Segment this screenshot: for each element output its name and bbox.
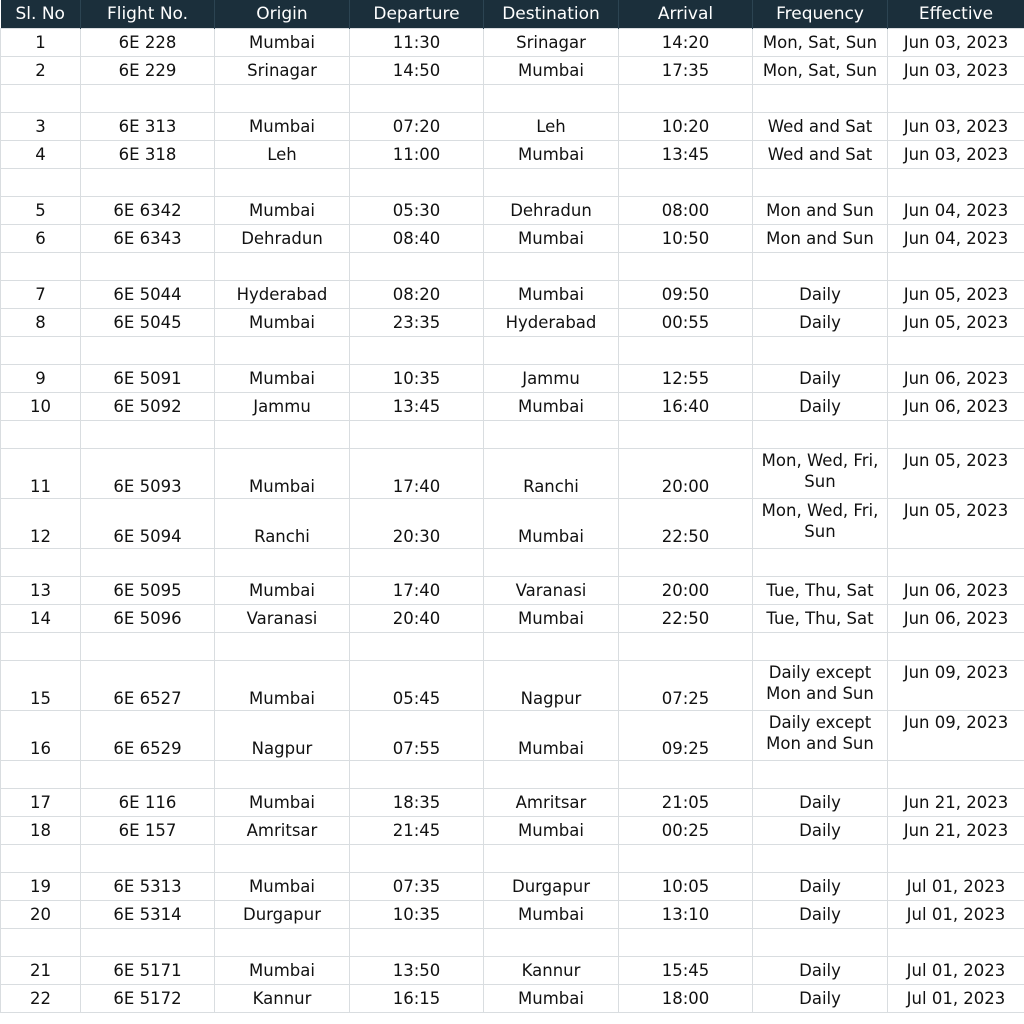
table-cell: 13:45 xyxy=(350,393,484,421)
table-cell: 10:35 xyxy=(350,901,484,929)
table-cell: Dehradun xyxy=(484,197,619,225)
table-cell: 8 xyxy=(1,309,81,337)
empty-cell xyxy=(81,633,215,661)
empty-cell xyxy=(888,169,1024,197)
column-header: Destination xyxy=(484,0,619,29)
spacer-row xyxy=(1,421,1024,449)
table-cell: Mumbai xyxy=(215,577,350,605)
table-cell: 10:35 xyxy=(350,365,484,393)
header-row xyxy=(1,0,1024,29)
table-cell: Amritsar xyxy=(484,789,619,817)
table-cell: 09:25 xyxy=(619,711,753,761)
table-cell: Daily xyxy=(753,393,888,421)
empty-cell xyxy=(215,761,350,789)
empty-cell xyxy=(215,929,350,957)
table-cell: Kannur xyxy=(215,985,350,1013)
table-body xyxy=(1,29,1024,1013)
table-cell: 20:30 xyxy=(350,499,484,549)
table-cell: 05:45 xyxy=(350,661,484,711)
empty-cell xyxy=(619,421,753,449)
table-cell: 6E 6529 xyxy=(81,711,215,761)
empty-cell xyxy=(1,253,81,281)
table-cell: 08:40 xyxy=(350,225,484,253)
column-header: Frequency xyxy=(753,0,888,29)
table-cell: Mon, Sat, Sun xyxy=(753,57,888,85)
table-cell: 6E 5093 xyxy=(81,449,215,499)
table-cell: 6E 229 xyxy=(81,57,215,85)
table-cell: Mumbai xyxy=(215,449,350,499)
empty-cell xyxy=(484,337,619,365)
spacer-row xyxy=(1,169,1024,197)
table-cell: 12 xyxy=(1,499,81,549)
table-cell: Mumbai xyxy=(215,113,350,141)
table-cell: Jun 03, 2023 xyxy=(888,113,1024,141)
table-cell: Jun 05, 2023 xyxy=(888,281,1024,309)
spacer-row xyxy=(1,337,1024,365)
empty-cell xyxy=(619,929,753,957)
table-row xyxy=(1,281,1024,309)
table-cell: Nagpur xyxy=(215,711,350,761)
table-row xyxy=(1,393,1024,421)
empty-cell xyxy=(888,761,1024,789)
empty-cell xyxy=(888,253,1024,281)
table-cell: 6E 5313 xyxy=(81,873,215,901)
table-cell: Durgapur xyxy=(215,901,350,929)
table-cell: 11 xyxy=(1,449,81,499)
table-cell: 15 xyxy=(1,661,81,711)
empty-cell xyxy=(81,549,215,577)
table-cell: Tue, Thu, Sat xyxy=(753,577,888,605)
table-cell: 3 xyxy=(1,113,81,141)
table-cell: Mumbai xyxy=(215,789,350,817)
table-cell: Mumbai xyxy=(215,309,350,337)
table-cell: Jul 01, 2023 xyxy=(888,901,1024,929)
empty-cell xyxy=(81,169,215,197)
table-cell: Mon, Wed, Fri, Sun xyxy=(753,449,888,499)
empty-cell xyxy=(350,253,484,281)
empty-cell xyxy=(619,169,753,197)
table-cell: 10 xyxy=(1,393,81,421)
table-cell: 20:40 xyxy=(350,605,484,633)
empty-cell xyxy=(215,633,350,661)
table-cell: 12:55 xyxy=(619,365,753,393)
empty-cell xyxy=(753,761,888,789)
table-cell: 5 xyxy=(1,197,81,225)
table-cell: 07:20 xyxy=(350,113,484,141)
table-cell: 17:40 xyxy=(350,449,484,499)
table-cell: Durgapur xyxy=(484,873,619,901)
table-cell: 15:45 xyxy=(619,957,753,985)
empty-cell xyxy=(81,85,215,113)
table-cell: Mumbai xyxy=(484,985,619,1013)
table-cell: 6E 5045 xyxy=(81,309,215,337)
table-cell: 6E 5314 xyxy=(81,901,215,929)
empty-cell xyxy=(1,929,81,957)
table-cell: Jun 21, 2023 xyxy=(888,789,1024,817)
table-cell: Jun 03, 2023 xyxy=(888,57,1024,85)
empty-cell xyxy=(619,633,753,661)
table-cell: 21:45 xyxy=(350,817,484,845)
empty-cell xyxy=(350,633,484,661)
table-cell: Jul 01, 2023 xyxy=(888,985,1024,1013)
empty-cell xyxy=(484,169,619,197)
empty-cell xyxy=(81,761,215,789)
table-header xyxy=(1,0,1024,29)
table-row xyxy=(1,957,1024,985)
table-row xyxy=(1,225,1024,253)
table-cell: 6E 157 xyxy=(81,817,215,845)
empty-cell xyxy=(81,421,215,449)
empty-cell xyxy=(81,929,215,957)
table-cell: Mumbai xyxy=(215,661,350,711)
spacer-row xyxy=(1,929,1024,957)
empty-cell xyxy=(350,421,484,449)
table-cell: 10:05 xyxy=(619,873,753,901)
table-cell: 6E 5044 xyxy=(81,281,215,309)
table-cell: Daily xyxy=(753,873,888,901)
empty-cell xyxy=(753,633,888,661)
empty-cell xyxy=(350,929,484,957)
empty-cell xyxy=(350,549,484,577)
column-header: Departure xyxy=(350,0,484,29)
table-cell: 13:10 xyxy=(619,901,753,929)
table-cell: Leh xyxy=(215,141,350,169)
table-cell: Daily xyxy=(753,309,888,337)
table-cell: 22:50 xyxy=(619,605,753,633)
table-cell: Jun 04, 2023 xyxy=(888,225,1024,253)
table-cell: Jun 05, 2023 xyxy=(888,309,1024,337)
table-cell: Amritsar xyxy=(215,817,350,845)
table-cell: Hyderabad xyxy=(215,281,350,309)
table-row xyxy=(1,605,1024,633)
table-cell: Jammu xyxy=(484,365,619,393)
empty-cell xyxy=(619,845,753,873)
table-cell: Mumbai xyxy=(484,225,619,253)
table-row xyxy=(1,985,1024,1013)
table-row xyxy=(1,873,1024,901)
empty-cell xyxy=(484,929,619,957)
table-cell: 14:20 xyxy=(619,29,753,57)
table-cell: 2 xyxy=(1,57,81,85)
column-header: Flight No. xyxy=(81,0,215,29)
column-header: Arrival xyxy=(619,0,753,29)
empty-cell xyxy=(1,633,81,661)
table-cell: 20:00 xyxy=(619,577,753,605)
table-cell: 6E 5172 xyxy=(81,985,215,1013)
table-cell: Mon, Wed, Fri, Sun xyxy=(753,499,888,549)
table-cell: Mumbai xyxy=(215,873,350,901)
table-cell: 6E 5095 xyxy=(81,577,215,605)
table-row xyxy=(1,661,1024,711)
table-cell: 13:50 xyxy=(350,957,484,985)
column-header: Sl. No xyxy=(1,0,81,29)
table-cell: Varanasi xyxy=(484,577,619,605)
table-row xyxy=(1,711,1024,761)
table-cell: 6E 5092 xyxy=(81,393,215,421)
table-cell: Daily xyxy=(753,985,888,1013)
table-cell: 6E 5171 xyxy=(81,957,215,985)
table-cell: Tue, Thu, Sat xyxy=(753,605,888,633)
table-cell: 4 xyxy=(1,141,81,169)
empty-cell xyxy=(753,337,888,365)
table-cell: 6E 6342 xyxy=(81,197,215,225)
table-cell: Mumbai xyxy=(484,393,619,421)
empty-cell xyxy=(484,845,619,873)
empty-cell xyxy=(1,169,81,197)
empty-cell xyxy=(753,253,888,281)
table-cell: Varanasi xyxy=(215,605,350,633)
empty-cell xyxy=(753,421,888,449)
table-cell: Jun 06, 2023 xyxy=(888,577,1024,605)
table-cell: Mumbai xyxy=(484,141,619,169)
table-cell: 18:35 xyxy=(350,789,484,817)
empty-cell xyxy=(1,337,81,365)
empty-cell xyxy=(619,253,753,281)
table-cell: Wed and Sat xyxy=(753,141,888,169)
table-cell: 6E 5091 xyxy=(81,365,215,393)
table-cell: 6 xyxy=(1,225,81,253)
empty-cell xyxy=(1,421,81,449)
table-cell: Jun 21, 2023 xyxy=(888,817,1024,845)
table-cell: Srinagar xyxy=(484,29,619,57)
table-row xyxy=(1,449,1024,499)
table-cell: Jun 06, 2023 xyxy=(888,365,1024,393)
table-cell: Mumbai xyxy=(484,901,619,929)
table-cell: Jun 05, 2023 xyxy=(888,499,1024,549)
table-cell: 6E 6527 xyxy=(81,661,215,711)
table-cell: Daily xyxy=(753,365,888,393)
empty-cell xyxy=(753,929,888,957)
table-cell: Mumbai xyxy=(484,605,619,633)
empty-cell xyxy=(1,549,81,577)
table-row xyxy=(1,901,1024,929)
empty-cell xyxy=(215,549,350,577)
table-cell: Jun 09, 2023 xyxy=(888,661,1024,711)
table-cell: Mon and Sun xyxy=(753,197,888,225)
table-cell: Daily xyxy=(753,281,888,309)
empty-cell xyxy=(484,85,619,113)
table-cell: Mumbai xyxy=(215,365,350,393)
table-cell: Jul 01, 2023 xyxy=(888,873,1024,901)
empty-cell xyxy=(215,85,350,113)
table-cell: 18 xyxy=(1,817,81,845)
empty-cell xyxy=(81,337,215,365)
empty-cell xyxy=(619,761,753,789)
table-cell: 23:35 xyxy=(350,309,484,337)
table-row xyxy=(1,309,1024,337)
empty-cell xyxy=(484,421,619,449)
empty-cell xyxy=(350,845,484,873)
table-cell: 7 xyxy=(1,281,81,309)
table-cell: 11:00 xyxy=(350,141,484,169)
table-cell: Daily xyxy=(753,957,888,985)
table-cell: Mumbai xyxy=(215,957,350,985)
table-cell: Mumbai xyxy=(215,197,350,225)
empty-cell xyxy=(888,421,1024,449)
empty-cell xyxy=(753,85,888,113)
table-cell: 13:45 xyxy=(619,141,753,169)
table-cell: 19 xyxy=(1,873,81,901)
table-cell: Jun 09, 2023 xyxy=(888,711,1024,761)
table-cell: Hyderabad xyxy=(484,309,619,337)
empty-cell xyxy=(350,169,484,197)
table-cell: 6E 6343 xyxy=(81,225,215,253)
column-header: Origin xyxy=(215,0,350,29)
table-cell: 22:50 xyxy=(619,499,753,549)
empty-cell xyxy=(350,85,484,113)
table-row xyxy=(1,141,1024,169)
table-cell: 07:55 xyxy=(350,711,484,761)
empty-cell xyxy=(215,421,350,449)
empty-cell xyxy=(1,761,81,789)
table-cell: 6E 318 xyxy=(81,141,215,169)
table-cell: Dehradun xyxy=(215,225,350,253)
table-cell: 22 xyxy=(1,985,81,1013)
empty-cell xyxy=(81,253,215,281)
table-cell: 21 xyxy=(1,957,81,985)
table-cell: 20 xyxy=(1,901,81,929)
table-cell: Jun 03, 2023 xyxy=(888,29,1024,57)
table-cell: Mumbai xyxy=(484,711,619,761)
table-cell: Nagpur xyxy=(484,661,619,711)
table-cell: Daily xyxy=(753,901,888,929)
table-cell: Jammu xyxy=(215,393,350,421)
table-cell: 1 xyxy=(1,29,81,57)
table-cell: 20:00 xyxy=(619,449,753,499)
spacer-row xyxy=(1,253,1024,281)
empty-cell xyxy=(753,549,888,577)
empty-cell xyxy=(215,169,350,197)
table-cell: 16:15 xyxy=(350,985,484,1013)
table-cell: 00:55 xyxy=(619,309,753,337)
table-cell: Jun 03, 2023 xyxy=(888,141,1024,169)
empty-cell xyxy=(753,169,888,197)
table-cell: 16 xyxy=(1,711,81,761)
table-cell: Mon and Sun xyxy=(753,225,888,253)
table-cell: Ranchi xyxy=(484,449,619,499)
table-cell: 08:00 xyxy=(619,197,753,225)
table-cell: 14 xyxy=(1,605,81,633)
empty-cell xyxy=(215,845,350,873)
table-row xyxy=(1,577,1024,605)
table-cell: 17:40 xyxy=(350,577,484,605)
empty-cell xyxy=(484,761,619,789)
empty-cell xyxy=(215,337,350,365)
table-cell: Jul 01, 2023 xyxy=(888,957,1024,985)
spacer-row xyxy=(1,549,1024,577)
empty-cell xyxy=(619,337,753,365)
table-cell: Daily xyxy=(753,789,888,817)
empty-cell xyxy=(888,929,1024,957)
table-cell: Jun 06, 2023 xyxy=(888,605,1024,633)
table-cell: 08:20 xyxy=(350,281,484,309)
table-row xyxy=(1,789,1024,817)
table-cell: 6E 228 xyxy=(81,29,215,57)
table-cell: 10:50 xyxy=(619,225,753,253)
table-cell: Mon, Sat, Sun xyxy=(753,29,888,57)
table-row xyxy=(1,57,1024,85)
table-cell: 17:35 xyxy=(619,57,753,85)
empty-cell xyxy=(350,761,484,789)
empty-cell xyxy=(484,549,619,577)
table-cell: Daily except Mon and Sun xyxy=(753,711,888,761)
table-cell: 21:05 xyxy=(619,789,753,817)
table-cell: 16:40 xyxy=(619,393,753,421)
table-cell: Mumbai xyxy=(484,499,619,549)
table-cell: Mumbai xyxy=(484,817,619,845)
table-cell: Srinagar xyxy=(215,57,350,85)
empty-cell xyxy=(484,633,619,661)
table-cell: Jun 06, 2023 xyxy=(888,393,1024,421)
table-row xyxy=(1,197,1024,225)
spacer-row xyxy=(1,761,1024,789)
table-row xyxy=(1,817,1024,845)
spacer-row xyxy=(1,85,1024,113)
table-cell: Wed and Sat xyxy=(753,113,888,141)
table-cell: 05:30 xyxy=(350,197,484,225)
table-cell: 6E 313 xyxy=(81,113,215,141)
table-cell: 13 xyxy=(1,577,81,605)
table-cell: 14:50 xyxy=(350,57,484,85)
table-cell: 6E 116 xyxy=(81,789,215,817)
table-row xyxy=(1,499,1024,549)
empty-cell xyxy=(888,337,1024,365)
table-cell: 17 xyxy=(1,789,81,817)
table-cell: 6E 5094 xyxy=(81,499,215,549)
table-cell: Jun 05, 2023 xyxy=(888,449,1024,499)
table-cell: 9 xyxy=(1,365,81,393)
empty-cell xyxy=(484,253,619,281)
empty-cell xyxy=(1,85,81,113)
empty-cell xyxy=(619,85,753,113)
table-cell: Mumbai xyxy=(215,29,350,57)
empty-cell xyxy=(888,845,1024,873)
table-cell: 07:35 xyxy=(350,873,484,901)
empty-cell xyxy=(619,549,753,577)
table-cell: Ranchi xyxy=(215,499,350,549)
table-cell: Jun 04, 2023 xyxy=(888,197,1024,225)
spacer-row xyxy=(1,633,1024,661)
table-cell: 07:25 xyxy=(619,661,753,711)
table-cell: 6E 5096 xyxy=(81,605,215,633)
table-cell: 10:20 xyxy=(619,113,753,141)
table-cell: 11:30 xyxy=(350,29,484,57)
empty-cell xyxy=(753,845,888,873)
column-header: Effective xyxy=(888,0,1024,29)
table-cell: Daily except Mon and Sun xyxy=(753,661,888,711)
table-cell: Mumbai xyxy=(484,57,619,85)
table-row xyxy=(1,365,1024,393)
table-cell: 09:50 xyxy=(619,281,753,309)
table-cell: 00:25 xyxy=(619,817,753,845)
table-cell: Daily xyxy=(753,817,888,845)
empty-cell xyxy=(350,337,484,365)
table-cell: 18:00 xyxy=(619,985,753,1013)
empty-cell xyxy=(888,633,1024,661)
table-row xyxy=(1,113,1024,141)
spacer-row xyxy=(1,845,1024,873)
empty-cell xyxy=(888,549,1024,577)
table-cell: Mumbai xyxy=(484,281,619,309)
empty-cell xyxy=(888,85,1024,113)
empty-cell xyxy=(1,845,81,873)
table-cell: Kannur xyxy=(484,957,619,985)
table-cell: Leh xyxy=(484,113,619,141)
empty-cell xyxy=(81,845,215,873)
empty-cell xyxy=(215,253,350,281)
table-row xyxy=(1,29,1024,57)
